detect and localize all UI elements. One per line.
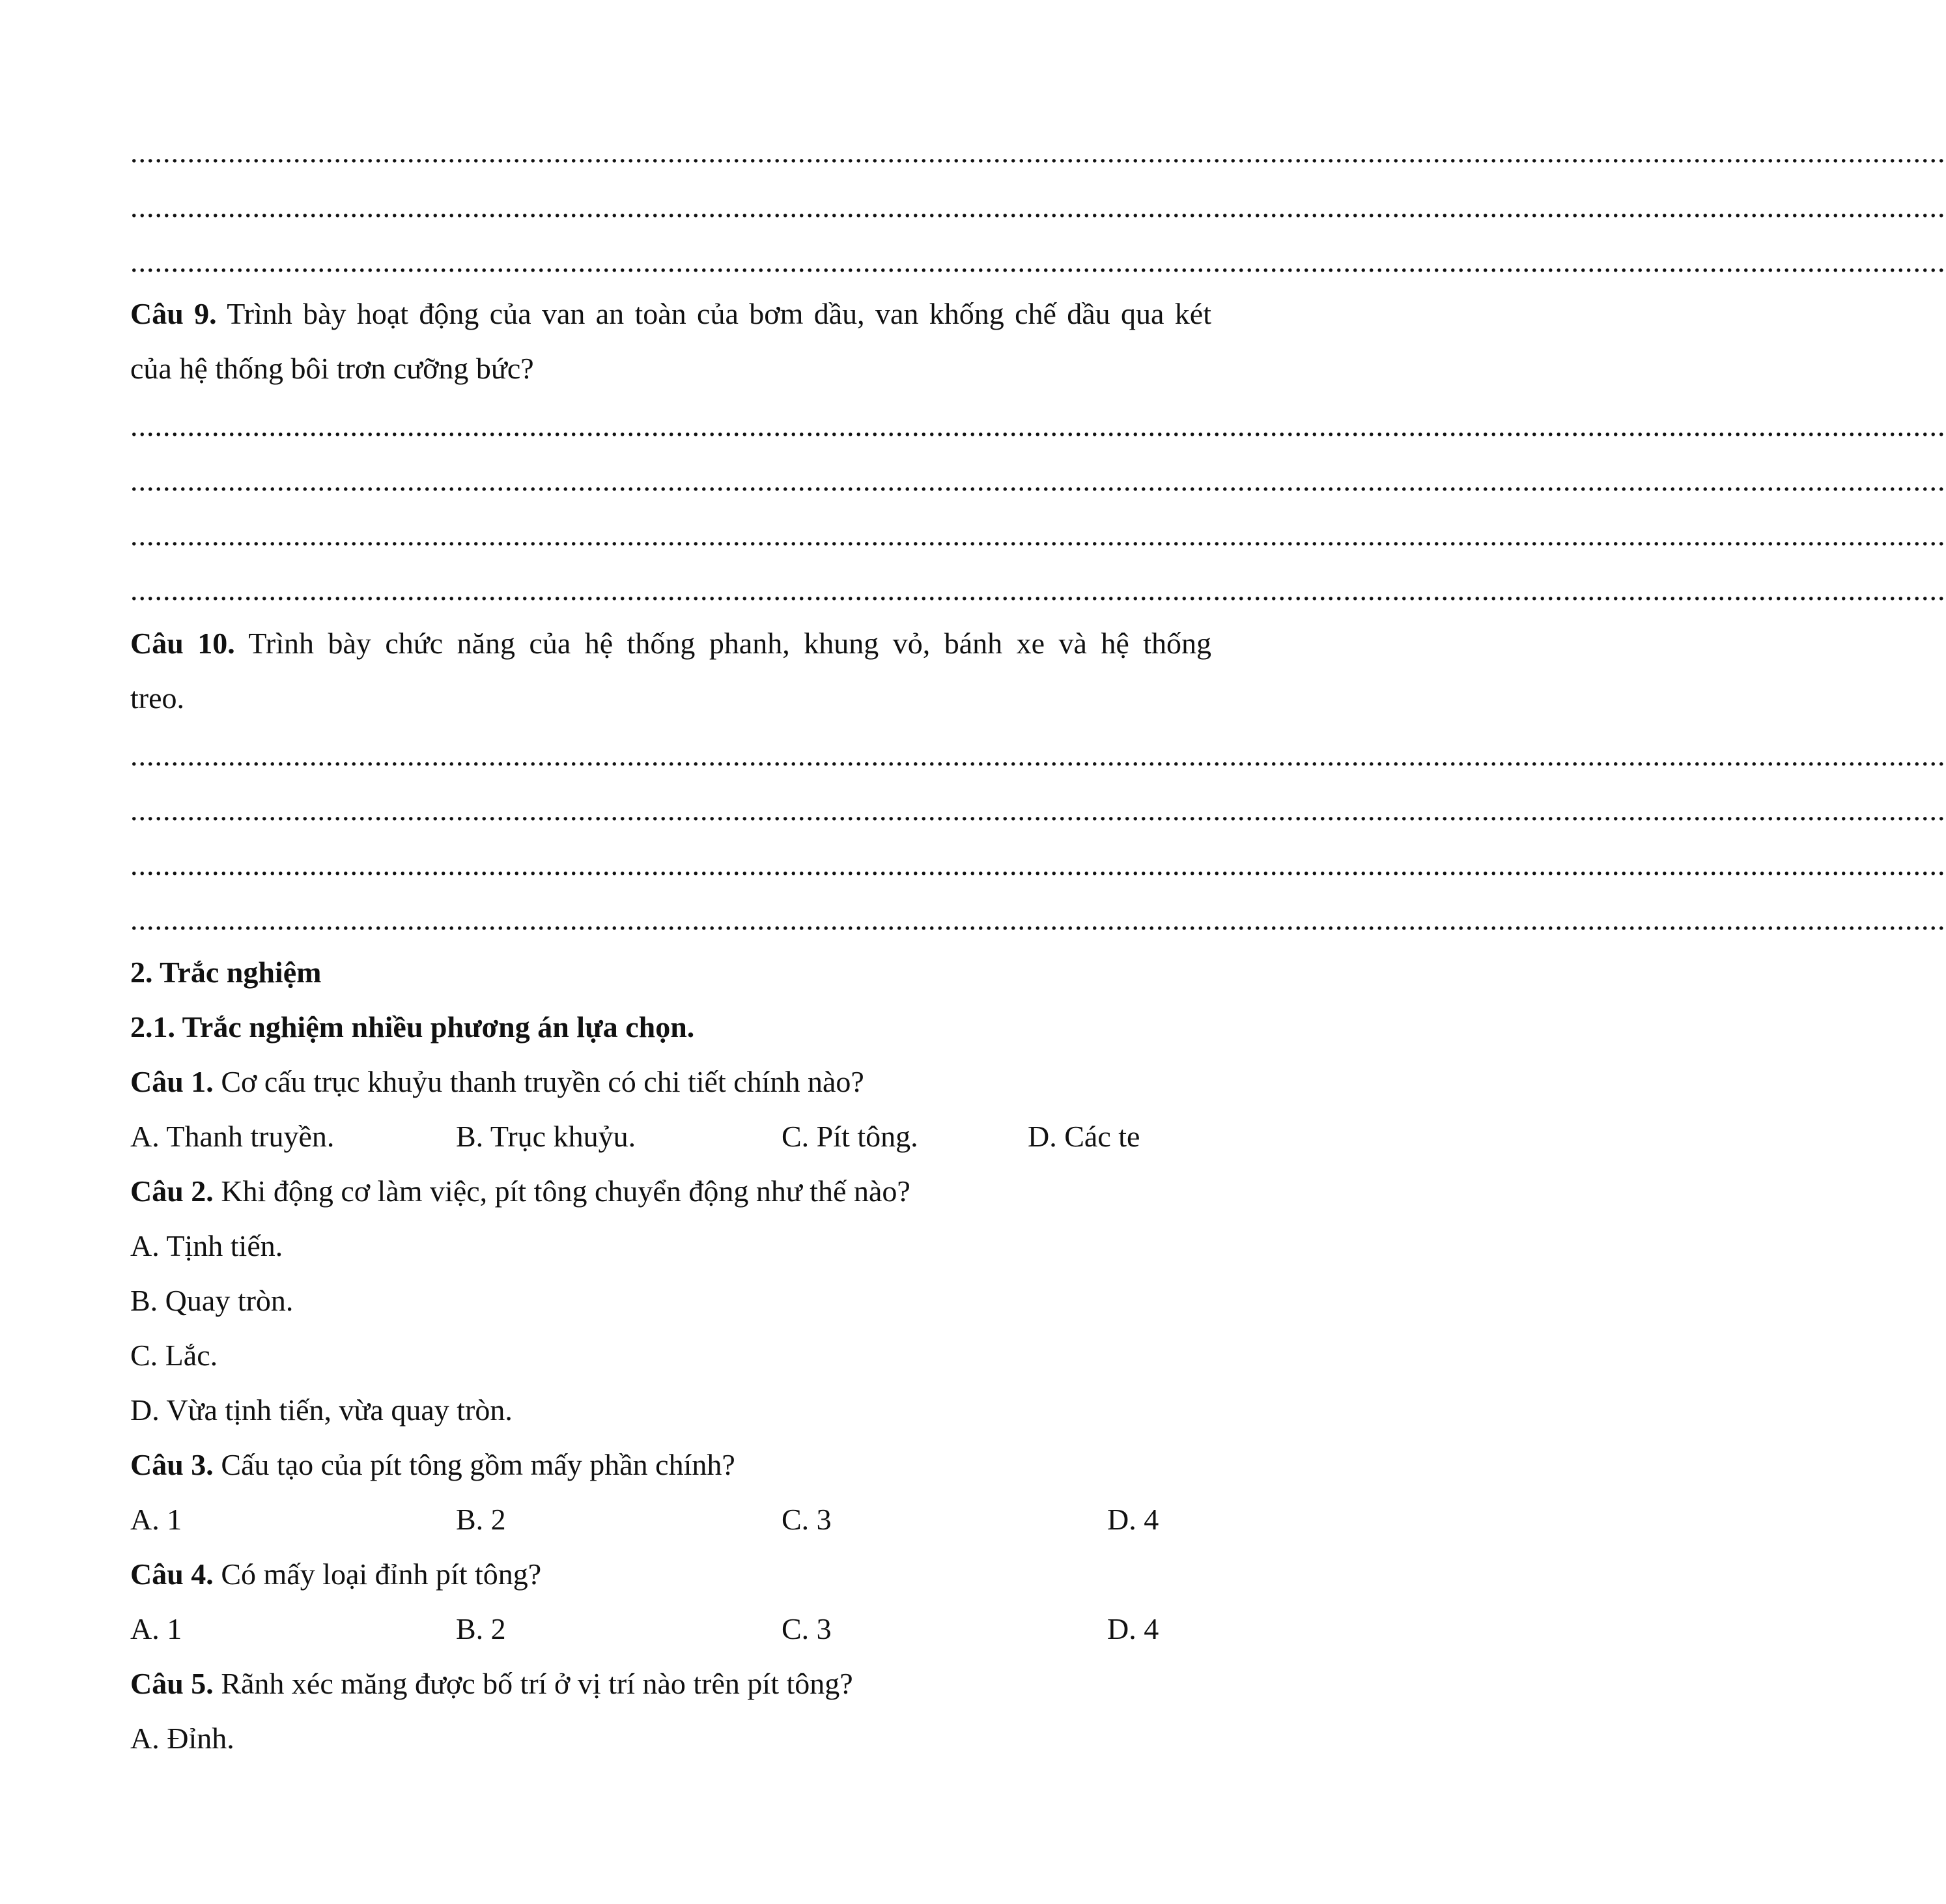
mc-question-3-label: Câu 3.: [130, 1448, 214, 1481]
option-b[interactable]: B. Quay tròn.: [130, 1284, 294, 1317]
answer-dotted-line[interactable]: ...............................................................................................................................................................................................................................: [130, 739, 1946, 772]
answer-dotted-line[interactable]: ...............................................................................................................................................................................................................................: [130, 464, 1946, 497]
question-9-line1: [130, 287, 1211, 341]
answer-dotted-line[interactable]: ...............................................................................................................................................................................................................................: [130, 245, 1946, 278]
mc-question-4-text: Có mấy loại đỉnh pít tông?: [221, 1557, 542, 1591]
answer-dotted-line[interactable]: ...............................................................................................................................................................................................................................: [130, 903, 1946, 936]
question-10-label: Câu 10.: [130, 627, 235, 660]
mc-question-3: [130, 1438, 1211, 1492]
mc-question-2-text: Khi động cơ làm việc, pít tông chuyển động như thế nào?: [221, 1174, 910, 1208]
option-b[interactable]: B. 2: [456, 1612, 506, 1645]
mc-question-1: [130, 1055, 1211, 1109]
question-9-line2: của hệ thống bôi trơn cưỡng bức?: [130, 352, 534, 385]
mc-question-3-options: [130, 1492, 1211, 1547]
option-c[interactable]: C. 3: [782, 1612, 832, 1645]
option-b[interactable]: B. 2: [456, 1503, 506, 1536]
question-10-text: Trình bày chức năng của hệ thống phanh, khung vỏ, bánh xe và hệ thống: [248, 627, 1212, 660]
mc-question-3-text: Cấu tạo của pít tông gồm mấy phần chính?: [221, 1448, 735, 1481]
option-c[interactable]: C. Lắc.: [130, 1339, 218, 1372]
question-9-text: Trình bày hoạt động của van an toàn của bơm dầu, van khống chế dầu qua két: [227, 297, 1211, 330]
question-10-line1: [130, 616, 1211, 671]
option-a[interactable]: A. 1: [130, 1503, 182, 1536]
mc-question-1-options: [130, 1109, 1211, 1164]
answer-dotted-line[interactable]: ...............................................................................................................................................................................................................................: [130, 848, 1946, 881]
answer-dotted-line[interactable]: ...............................................................................................................................................................................................................................: [130, 190, 1946, 223]
mc-question-5: [130, 1656, 1211, 1711]
option-a[interactable]: A. Tịnh tiến.: [130, 1229, 283, 1262]
answer-dotted-line[interactable]: ...............................................................................................................................................................................................................................: [130, 519, 1946, 552]
option-d[interactable]: D. 4: [1107, 1503, 1159, 1536]
question-9-label: Câu 9.: [130, 297, 217, 330]
mc-question-4-options: [130, 1602, 1211, 1656]
option-c[interactable]: C. 3: [782, 1503, 832, 1536]
option-d[interactable]: D. Các te: [1028, 1120, 1140, 1153]
option-d[interactable]: D. Vừa tịnh tiến, vừa quay tròn.: [130, 1393, 513, 1427]
mc-question-1-text: Cơ cấu trục khuỷu thanh truyền có chi tiết chính nào?: [221, 1065, 864, 1098]
mc-question-4-label: Câu 4.: [130, 1557, 214, 1591]
section-heading: 2. Trắc nghiệm: [130, 956, 322, 989]
subsection-heading: 2.1. Trắc nghiệm nhiều phương án lựa chọn.: [130, 1010, 695, 1044]
mc-question-5-text: Rãnh xéc măng được bố trí ở vị trí nào trên pít tông?: [221, 1667, 853, 1700]
mc-question-2-label: Câu 2.: [130, 1174, 214, 1208]
option-c[interactable]: C. Pít tông.: [782, 1120, 918, 1153]
mc-question-5-label: Câu 5.: [130, 1667, 214, 1700]
mc-question-2: [130, 1164, 1211, 1219]
mc-question-1-label: Câu 1.: [130, 1065, 214, 1098]
answer-dotted-line[interactable]: ...............................................................................................................................................................................................................................: [130, 793, 1946, 827]
option-a[interactable]: A. Thanh truyền.: [130, 1120, 335, 1153]
option-a[interactable]: A. Đỉnh.: [130, 1722, 234, 1755]
option-a[interactable]: A. 1: [130, 1612, 182, 1645]
answer-dotted-line[interactable]: ...............................................................................................................................................................................................................................: [130, 409, 1946, 442]
option-d[interactable]: D. 4: [1107, 1612, 1159, 1645]
option-b[interactable]: B. Trục khuỷu.: [456, 1120, 636, 1153]
answer-dotted-line[interactable]: ...............................................................................................................................................................................................................................: [130, 135, 1946, 169]
mc-question-4: [130, 1547, 1211, 1602]
answer-dotted-line[interactable]: ...............................................................................................................................................................................................................................: [130, 573, 1946, 606]
question-10-line2: treo.: [130, 681, 185, 715]
